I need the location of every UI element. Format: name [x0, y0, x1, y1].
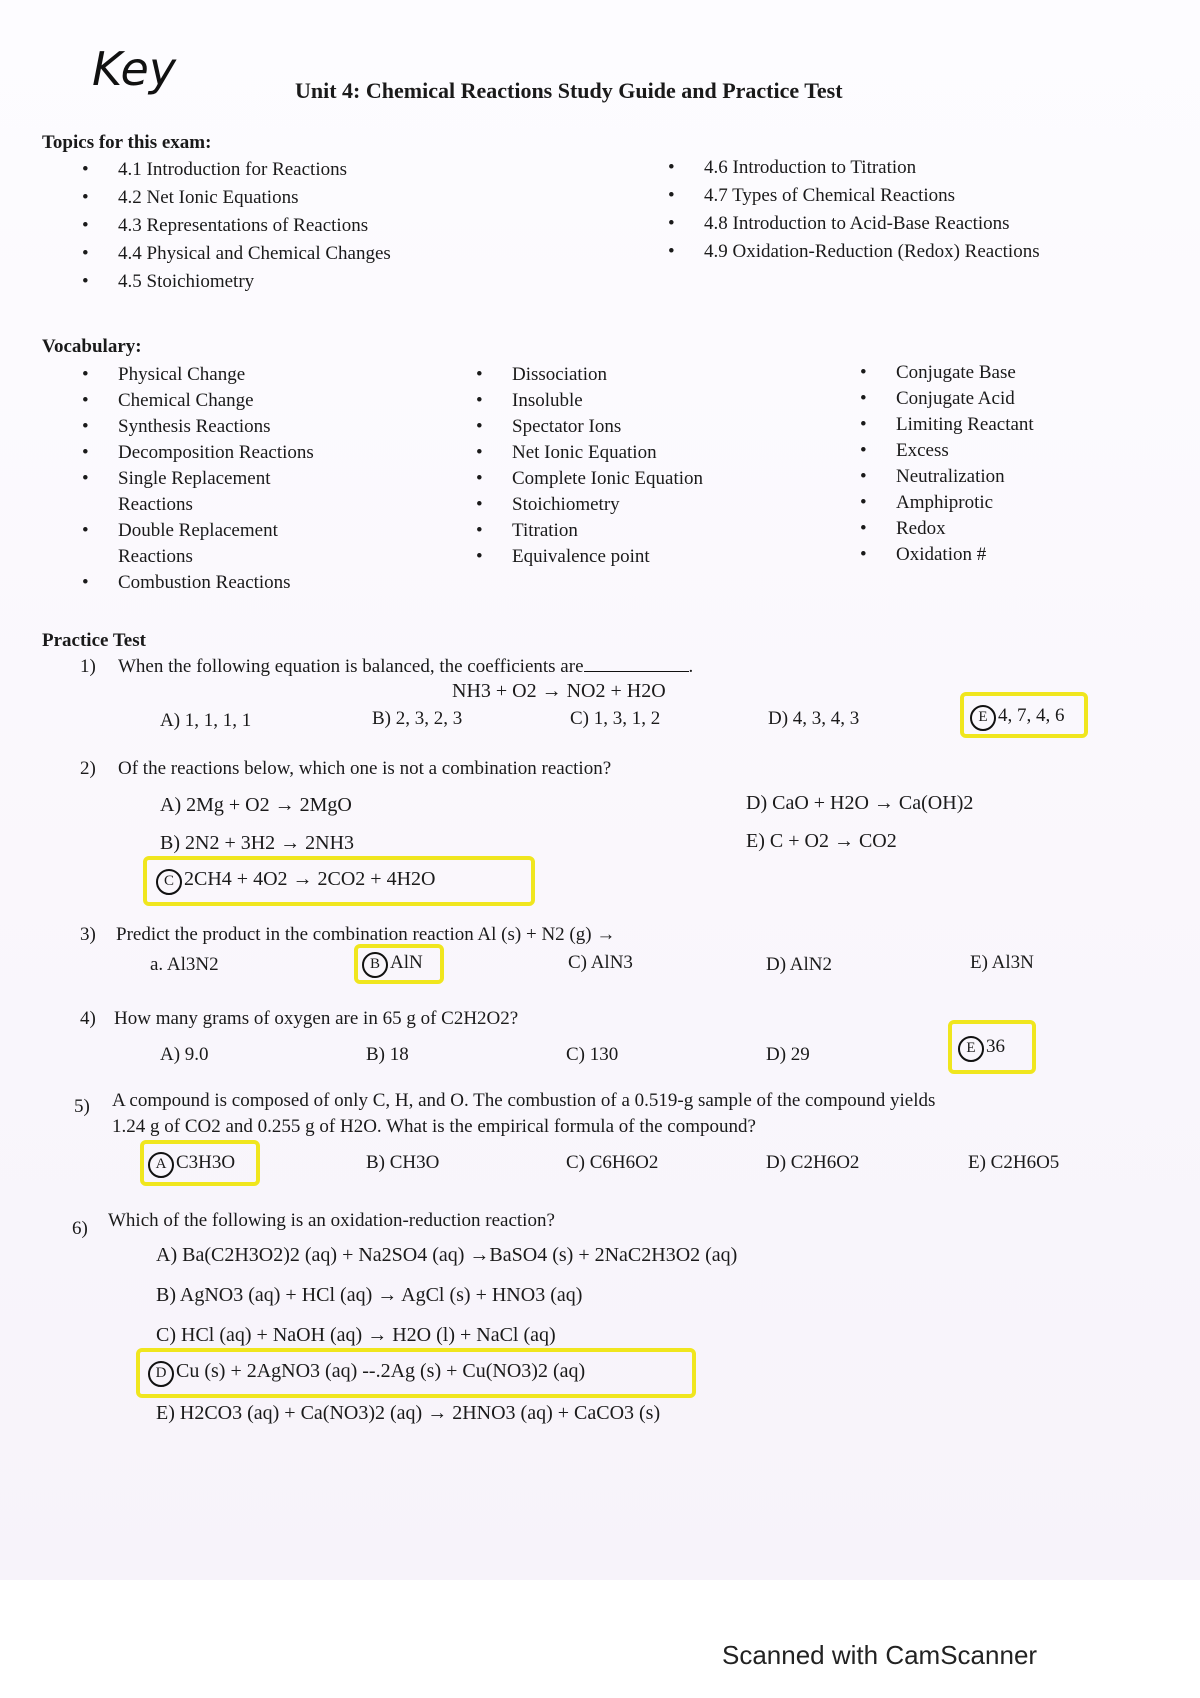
option-a: A) 2Mg + O2 → 2MgO: [160, 794, 352, 816]
question-number: 2): [80, 758, 96, 779]
vocab-item: • Decomposition Reactions: [82, 440, 372, 466]
circled-answer-letter: E: [970, 705, 996, 731]
practice-test-heading: Practice Test: [42, 630, 146, 651]
option-d-text: Cu (s) + 2AgNO3 (aq) --.2Ag (s) + Cu(NO3)2 (aq): [176, 1360, 586, 1382]
vocabulary-col-1: [82, 362, 372, 596]
question-5-text-line2: 1.24 g of CO2 and 0.255 g of H2O. What is the empirical formula of the compound?: [112, 1116, 756, 1137]
topic-item: • 4.3 Representations of Reactions: [82, 212, 391, 240]
option-a: A) 9.0: [160, 1044, 209, 1065]
option-b: B) AgNO3 (aq) + HCl (aq) → AgCl (s) + HNO3 (aq): [156, 1284, 583, 1306]
vocab-item: • Complete Ionic Equation: [476, 466, 703, 492]
vocab-item: • Amphiprotic: [860, 490, 1034, 516]
camscanner-watermark: Scanned with CamScanner: [722, 1640, 1038, 1670]
topic-item: • 4.8 Introduction to Acid-Base Reactions: [668, 210, 1040, 238]
vocab-item: • Limiting Reactant: [860, 412, 1034, 438]
topics-heading: Topics for this exam:: [42, 132, 212, 153]
vocab-item: • Neutralization: [860, 464, 1034, 490]
option-b: B) 2N2 + 3H2 → 2NH3: [160, 832, 355, 854]
option-a: A) 1, 1, 1, 1: [160, 710, 252, 731]
question-2-text: Of the reactions below, which one is not a combination reaction?: [118, 758, 612, 779]
answer-blank: [584, 657, 689, 672]
topics-list-left: [82, 156, 391, 296]
option-c: C) 130: [566, 1044, 619, 1065]
option-c-text: 2CH4 + 4O2 → 2CO2 + 4H2O: [184, 868, 436, 890]
option-d: D) AlN2: [766, 954, 832, 975]
question-4-text: How many grams of oxygen are in 65 g of C2H2O2?: [114, 1008, 519, 1029]
topic-item: • 4.5 Stoichiometry: [82, 268, 391, 296]
circled-answer-letter: A: [148, 1152, 174, 1178]
vocabulary-col-2: [476, 362, 703, 570]
option-d: D) 4, 3, 4, 3: [768, 708, 860, 729]
circled-answer-letter: D: [148, 1361, 174, 1387]
vocab-item: • Physical Change: [82, 362, 372, 388]
option-b-answer: [362, 952, 423, 978]
vocab-item: • Oxidation #: [860, 542, 1034, 568]
vocab-item: • Chemical Change: [82, 388, 372, 414]
vocab-item: • Excess: [860, 438, 1034, 464]
vocab-item: • Conjugate Base: [860, 360, 1034, 386]
vocab-item: • Double Replacement Reactions: [82, 518, 318, 570]
question-1-prompt: When the following equation is balanced, the coefficients are: [118, 656, 584, 677]
option-c: C) AlN3: [568, 952, 633, 973]
question-number: 6): [72, 1218, 88, 1239]
topic-item: • 4.4 Physical and Chemical Changes: [82, 240, 391, 268]
option-b-text: AlN: [390, 952, 423, 973]
option-d-answer: [148, 1360, 585, 1387]
vocabulary-col-3: [860, 360, 1034, 568]
option-d: D) 29: [766, 1044, 810, 1065]
circled-answer-letter: E: [958, 1036, 984, 1062]
option-b: B) 18: [366, 1044, 409, 1065]
vocab-item: • Titration: [476, 518, 703, 544]
vocab-item: • Combustion Reactions: [82, 570, 372, 596]
option-c-answer: [156, 868, 435, 895]
vocab-item: • Conjugate Acid: [860, 386, 1034, 412]
vocab-item: • Single Replacement Reactions: [82, 466, 318, 518]
circled-answer-letter: B: [362, 952, 388, 978]
question-5-text-line1: A compound is composed of only C, H, and O. The combustion of a 0.519-g sample of the compound yields: [112, 1090, 936, 1111]
vocab-item: • Synthesis Reactions: [82, 414, 372, 440]
circled-answer-letter: C: [156, 869, 182, 895]
option-c: C) 1, 3, 1, 2: [570, 708, 661, 729]
option-a: A) Ba(C2H3O2)2 (aq) + Na2SO4 (aq) →BaSO4 (s) + 2NaC2H3O2 (aq): [156, 1244, 738, 1266]
option-e: E) H2CO3 (aq) + Ca(NO3)2 (aq) → 2HNO3 (aq) + CaCO3 (s): [156, 1402, 661, 1424]
option-b: B) CH3O: [366, 1152, 440, 1173]
option-d: D) C2H6O2: [766, 1152, 860, 1173]
question-number: 5): [74, 1096, 90, 1117]
question-3-text: Predict the product in the combination reaction Al (s) + N2 (g) →: [116, 924, 616, 945]
vocab-item: • Dissociation: [476, 362, 703, 388]
topic-item: • 4.7 Types of Chemical Reactions: [668, 182, 1040, 210]
question-number: 4): [80, 1008, 96, 1029]
option-e: E) C + O2 → CO2: [746, 830, 897, 852]
question-1-period: .: [688, 656, 694, 677]
option-a-answer: [148, 1152, 235, 1178]
option-e-text: 36: [986, 1036, 1005, 1057]
vocab-item: • Spectator Ions: [476, 414, 703, 440]
question-1-text: [118, 656, 693, 678]
vocab-item: • Insoluble: [476, 388, 703, 414]
option-e-answer: [970, 705, 1065, 731]
vocab-item: • Stoichiometry: [476, 492, 703, 518]
option-d: D) CaO + H2O → Ca(OH)2: [746, 792, 974, 814]
topic-item: • 4.1 Introduction for Reactions: [82, 156, 391, 184]
page-title: Unit 4: Chemical Reactions Study Guide and Practice Test: [295, 78, 843, 103]
vocab-item: • Net Ionic Equation: [476, 440, 703, 466]
vocab-item: • Redox: [860, 516, 1034, 542]
topic-item: • 4.9 Oxidation-Reduction (Redox) Reactions: [668, 238, 1040, 266]
option-c: C) HCl (aq) + NaOH (aq) → H2O (l) + NaCl (aq): [156, 1324, 556, 1346]
topic-item: • 4.2 Net Ionic Equations: [82, 184, 391, 212]
question-1-equation: NH3 + O2 → NO2 + H2O: [452, 680, 666, 702]
topic-item: • 4.6 Introduction to Titration: [668, 154, 1040, 182]
option-e: E) Al3N: [970, 952, 1034, 973]
vocab-item: • Equivalence point: [476, 544, 703, 570]
question-number: 1): [80, 656, 96, 677]
question-number: 3): [80, 924, 96, 945]
vocabulary-heading: Vocabulary:: [42, 336, 142, 357]
option-e-text: 4, 7, 4, 6: [998, 705, 1065, 726]
handwritten-key-label: Key: [92, 42, 177, 96]
option-e: E) C2H6O5: [968, 1152, 1060, 1173]
option-a: a. Al3N2: [150, 954, 219, 975]
option-e-answer: [958, 1036, 1005, 1062]
option-b: B) 2, 3, 2, 3: [372, 708, 463, 729]
option-a-text: C3H3O: [176, 1152, 236, 1173]
question-6-text: Which of the following is an oxidation-reduction reaction?: [108, 1210, 555, 1231]
option-c: C) C6H6O2: [566, 1152, 659, 1173]
topics-list-right: [668, 154, 1040, 266]
